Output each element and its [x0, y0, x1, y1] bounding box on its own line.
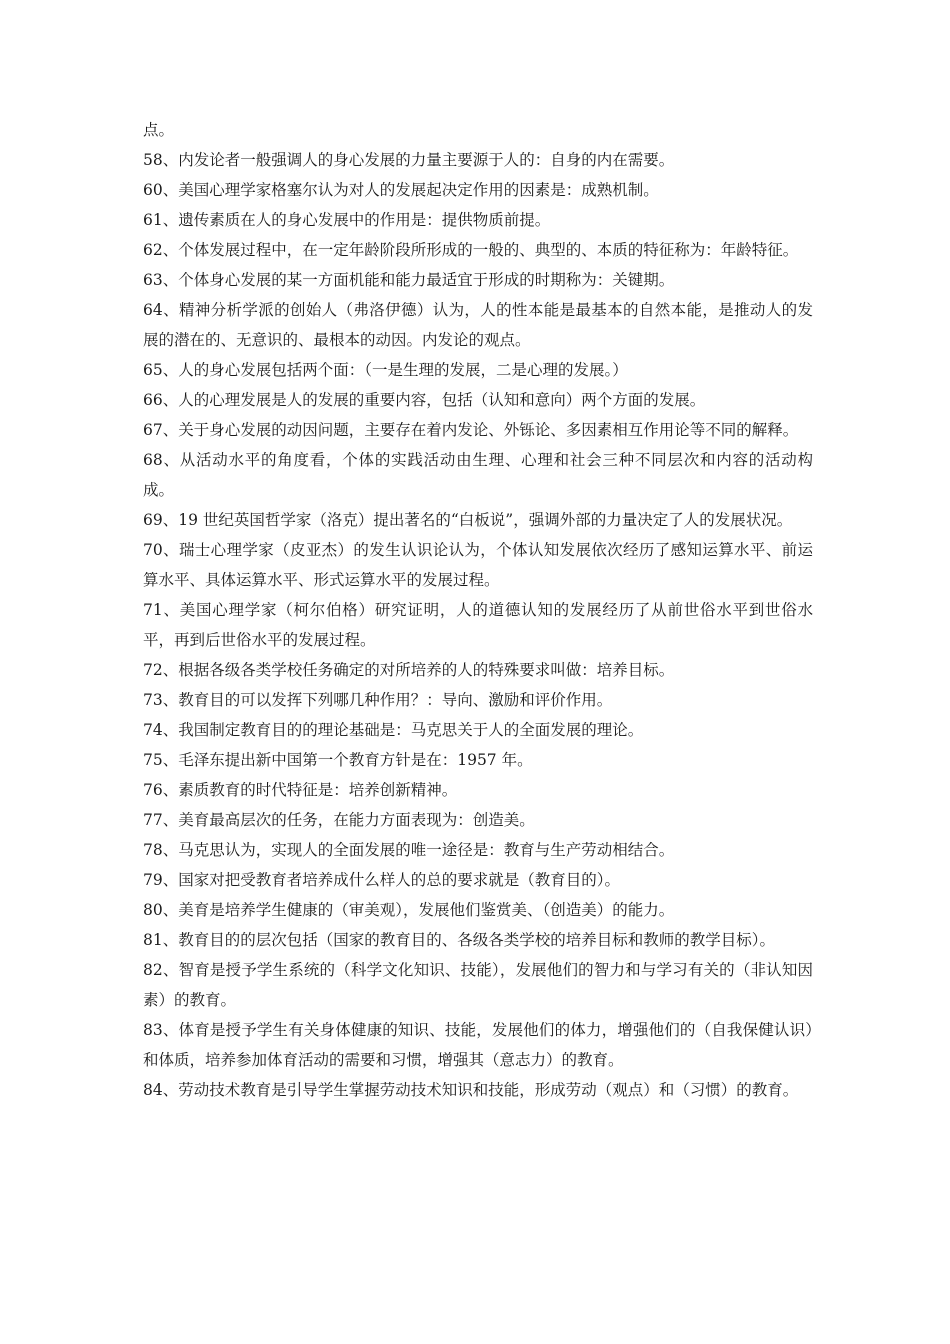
paragraph: 点。 [143, 121, 175, 139]
paragraph: 70、瑞士心理学家（皮亚杰）的发生认识论认为，个体认知发展依次经历了感知运算水平、前运算水平、具体运算水平、形式运算水平的发展过程。 [143, 541, 813, 589]
paragraph: 62、个体发展过程中，在一定年龄阶段所形成的一般的、典型的、本质的特征称为：年龄特征。 [143, 241, 799, 259]
paragraph: 72、根据各级各类学校任务确定的对所培养的人的特殊要求叫做：培养目标。 [143, 661, 675, 679]
paragraph: 68、从活动水平的角度看，个体的实践活动由生理、心理和社会三种不同层次和内容的活动构成。 [143, 451, 813, 499]
paragraph: 60、美国心理学家格塞尔认为对人的发展起决定作用的因素是：成熟机制。 [143, 181, 659, 199]
paragraph: 69、19 世纪英国哲学家（洛克）提出著名的“白板说”，强调外部的力量决定了人的发展状况。 [143, 511, 793, 529]
paragraph: 76、素质教育的时代特征是：培养创新精神。 [143, 781, 458, 799]
paragraph: 65、人的身心发展包括两个面：（一是生理的发展，二是心理的发展。） [143, 361, 628, 379]
paragraph: 63、个体身心发展的某一方面机能和能力最适宜于形成的时期称为：关键期。 [143, 271, 675, 289]
paragraph: 78、马克思认为，实现人的全面发展的唯一途径是：教育与生产劳动相结合。 [143, 841, 675, 859]
paragraph: 77、美育最高层次的任务，在能力方面表现为：创造美。 [143, 811, 535, 829]
paragraph: 67、关于身心发展的动因问题，主要存在着内发论、外铄论、多因素相互作用论等不同的解释。 [143, 421, 799, 439]
paragraph: 82、智育是授予学生系统的（科学文化知识、技能），发展他们的智力和与学习有关的（非认知因素）的教育。 [143, 961, 813, 1009]
paragraph: 58、内发论者一般强调人的身心发展的力量主要源于人的：自身的内在需要。 [143, 151, 675, 169]
paragraph: 79、国家对把受教育者培养成什么样人的总的要求就是（教育目的）。 [143, 871, 620, 889]
paragraph: 73、教育目的可以发挥下列哪几种作用？：导向、激励和评价作用。 [143, 691, 613, 709]
document-page [143, 115, 813, 1105]
paragraph: 75、毛泽东提出新中国第一个教育方针是在：1957 年。 [143, 751, 533, 769]
paragraph: 64、精神分析学派的创始人（弗洛伊德）认为，人的性本能是最基本的自然本能，是推动人的发展的潜在的、无意识的、最根本的动因。内发论的观点。 [143, 301, 813, 349]
paragraph: 84、劳动技术教育是引导学生掌握劳动技术知识和技能，形成劳动（观点）和（习惯）的教育。 [143, 1081, 799, 1099]
paragraph: 80、美育是培养学生健康的（审美观），发展他们鉴赏美、（创造美）的能力。 [143, 901, 675, 919]
paragraph: 66、人的心理发展是人的发展的重要内容，包括（认知和意向）两个方面的发展。 [143, 391, 706, 409]
paragraph: 71、美国心理学家（柯尔伯格）研究证明，人的道德认知的发展经历了从前世俗水平到世俗水平，再到后世俗水平的发展过程。 [143, 601, 813, 649]
paragraph: 61、遗传素质在人的身心发展中的作用是：提供物质前提。 [143, 211, 551, 229]
paragraph: 74、我国制定教育目的的理论基础是：马克思关于人的全面发展的理论。 [143, 721, 644, 739]
paragraph: 83、体育是授予学生有关身体健康的知识、技能，发展他们的体力，增强他们的（自我保健认识）和体质，培养参加体育活动的需要和习惯，增强其（意志力）的教育。 [143, 1021, 813, 1069]
paragraph: 81、教育目的的层次包括（国家的教育目的、各级各类学校的培养目标和教师的教学目标）。 [143, 931, 775, 949]
